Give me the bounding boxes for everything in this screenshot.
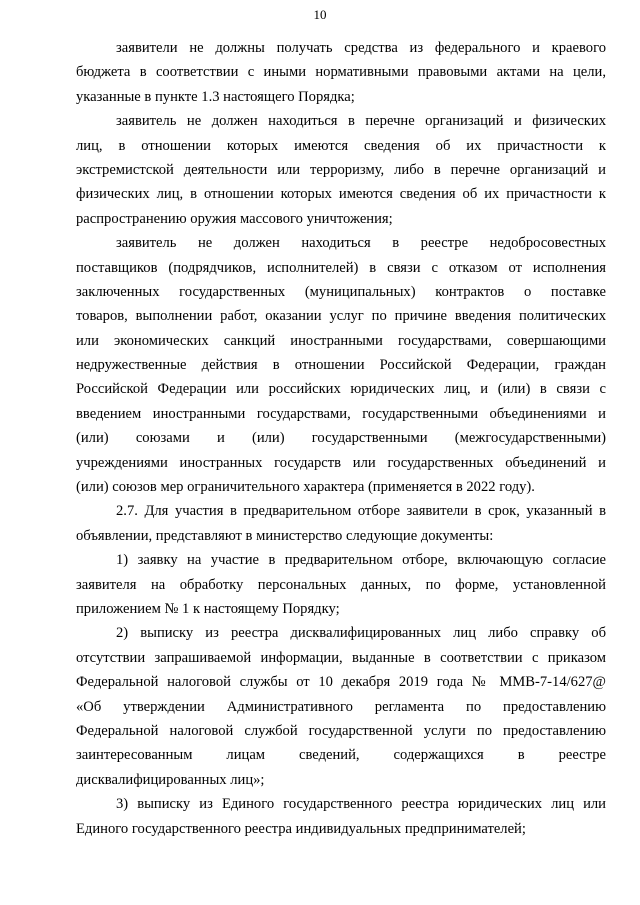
text-line: товаров, выполнении работ, оказании услуг по причине введения политических — [76, 308, 606, 325]
text-line: недружественные действия в отношении Российской Федерации, граждан — [76, 357, 606, 374]
text-line: объявлении, представляют в министерство следующие документы: — [76, 527, 494, 544]
text-line: Единого государственного реестра индивидуальных предпринимателей; — [76, 820, 526, 837]
text-line: «Об утверждении Административного регламента по предоставлению — [76, 698, 606, 715]
text-line: 2.7. Для участия в предварительном отборе заявители в срок, указанный в — [116, 503, 606, 520]
text-line: 2) выписку из реестра дисквалифицированных лиц либо справку об — [116, 625, 606, 642]
text-line: заявитель не должен находиться в перечне организаций и физических — [116, 113, 606, 130]
text-line: 3) выписку из Единого государственного реестра юридических лиц или — [116, 796, 606, 813]
text-line: дисквалифицированных лиц»; — [76, 771, 265, 788]
text-line: (или) союзов мер ограничительного характера (применяется в 2022 году). — [76, 479, 535, 496]
page-number: 10 — [313, 7, 327, 22]
text-line: отсутствии запрашиваемой информации, выданные в соответствии с приказом — [76, 649, 606, 666]
text-line: заинтересованным лицам сведений, содержащихся в реестре — [76, 747, 606, 764]
text-line: заключенных государственных (муниципальных) контрактов о поставке — [76, 283, 606, 300]
text-line: заявители не должны получать средства из федерального и краевого — [116, 40, 606, 56]
text-line: Федеральной налоговой службой государственной услуги по предоставлению — [76, 722, 606, 739]
text-line: (или) союзами и (или) государственными (межгосударственными) — [76, 430, 606, 447]
text-line: бюджета в соответствии с иными нормативными правовыми актами на цели, — [76, 64, 606, 81]
text-line: 1) заявку на участие в предварительном отборе, включающую согласие — [116, 552, 606, 569]
paragraph — [76, 792, 606, 841]
text-line: лиц, в отношении которых имеются сведения об их причастности к — [76, 137, 606, 154]
text-line: введением иностранными государствами, государственными объединениями и — [76, 405, 606, 422]
paragraph — [76, 231, 606, 499]
text-line: приложением № 1 к настоящему Порядку; — [76, 600, 340, 617]
paragraph — [76, 499, 606, 548]
paragraph — [76, 548, 606, 621]
text-line: экстремистской деятельности или терроризму, либо в перечне организаций и — [76, 161, 606, 178]
text-line: указанные в пункте 1.3 настоящего Порядка; — [76, 88, 355, 105]
text-line: поставщиков (подрядчиков, исполнителей) в связи с отказом от исполнения — [76, 259, 606, 276]
document-body — [76, 36, 606, 841]
text-line: учреждениями иностранных государств или государственных объединений и — [76, 454, 606, 471]
text-line: Федеральной налоговой службы от 10 декабря 2019 года № ММВ-7-14/627@ — [76, 674, 606, 691]
text-line: заявитель не должен находиться в реестре недобросовестных — [116, 235, 606, 252]
text-line: заявителя на обработку персональных данных, по форме, установленной — [76, 576, 606, 593]
paragraph — [76, 36, 606, 109]
text-line: физических лиц, в отношении которых имеются сведения об их причастности к — [76, 186, 606, 203]
paragraph — [76, 621, 606, 792]
text-line: распространению оружия массового уничтожения; — [76, 210, 393, 227]
text-line: Российской Федерации или российских юридических лиц, и (или) в связи с — [76, 381, 606, 398]
text-line: или экономических санкций иностранными государствами, совершающими — [76, 332, 606, 349]
paragraph — [76, 109, 606, 231]
